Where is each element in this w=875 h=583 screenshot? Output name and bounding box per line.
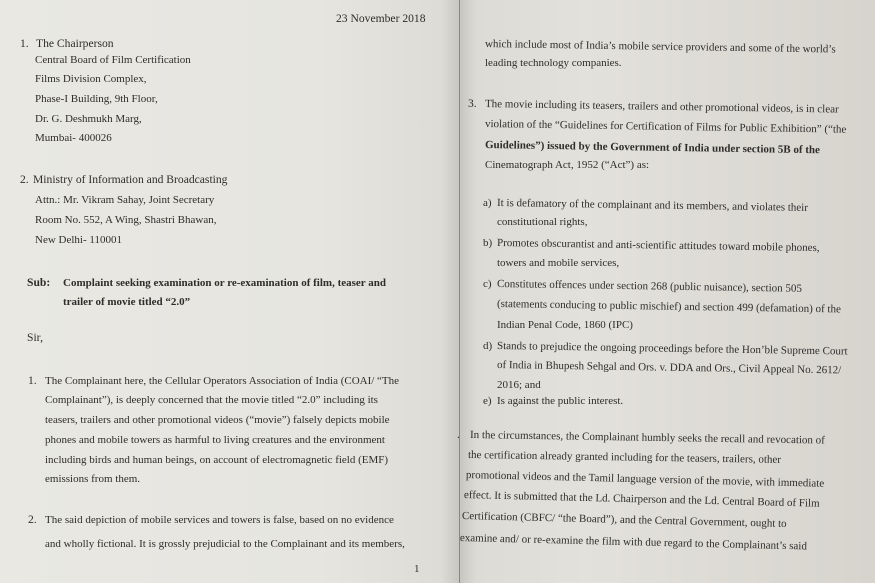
salutation: Sir, <box>27 331 43 344</box>
paragraph-3-line: violation of the “Guidelines for Certification of Films for Public Exhibition” (“the <box>484 118 847 136</box>
address-1-line: Mumbai- 400026 <box>35 132 112 144</box>
paragraph-4-line: the certification already granted including for the teasers, trailers, other <box>467 449 782 466</box>
subject-line: trailer of movie titled “2.0” <box>63 296 191 308</box>
paragraph-1-line: emissions from them. <box>45 473 141 485</box>
continuation-line: leading technology companies. <box>485 57 622 69</box>
list-item-line: Indian Penal Code, 1860 (IPC) <box>497 319 633 331</box>
address-2-line: Attn.: Mr. Vikram Sahay, Joint Secretary <box>35 194 215 206</box>
address-1-line: Films Division Complex, <box>35 73 147 85</box>
letter-date: 23 November 2018 <box>336 12 426 25</box>
list-item-line: constitutional rights, <box>497 216 588 228</box>
paragraph-1-line: teasers, trailers and other promotional videos (“movie”) falsely depicts mobile <box>45 414 390 426</box>
address-1-line: The Chairperson <box>36 37 114 50</box>
list-item-line: 2016; and <box>497 379 541 391</box>
paragraph-4-number: . <box>457 428 460 441</box>
paragraph-1-line: including birds and human beings, on account of electromagnetic field (EMF) <box>45 454 389 466</box>
address-2-number: 2. <box>20 173 29 186</box>
paragraph-1-line: Complainant”), is deeply concerned that the movie titled “2.0” including its <box>45 394 378 406</box>
address-1-line: Dr. G. Deshmukh Marg, <box>35 113 142 125</box>
list-item-line: Stands to prejudice the ongoing proceedings before the Hon’ble Supreme Court <box>496 340 848 358</box>
paragraph-4-line: examine and/ or re-examine the film with due regard to the Complainant’s said <box>459 532 808 553</box>
list-item-line: Is against the public interest. <box>497 395 624 407</box>
list-item-label: c) <box>483 278 492 290</box>
paragraph-1-line: The Complainant here, the Cellular Operators Association of India (COAI/ “The <box>45 375 400 387</box>
subject-label: Sub: <box>27 276 51 289</box>
paragraph-2-line: The said depiction of mobile services and towers is false, based on no evidence <box>45 514 394 526</box>
list-item-line: of India in Bhupesh Sehgal and Ors. v. DDA and Ors., Civil Appeal No. 2612/ <box>496 359 842 377</box>
paragraph-4-line: In the circumstances, the Complainant humbly seeks the recall and revocation of <box>469 429 826 447</box>
paragraph-3-number: 3. <box>468 97 477 110</box>
address-2-line: Ministry of Information and Broadcasting <box>33 173 228 186</box>
list-item-label: b) <box>483 237 493 249</box>
list-item-line: Promotes obscurantist and anti-scientific attitudes toward mobile phones, <box>496 237 820 255</box>
page-number: 1 <box>414 563 420 575</box>
list-item-label: a) <box>483 197 492 209</box>
letter-page-2 <box>457 0 875 583</box>
paragraph-3-line: Cinematograph Act, 1952 (“Act”) as: <box>485 159 650 171</box>
paragraph-2-number: 2. <box>28 513 37 526</box>
list-item-label: e) <box>483 395 492 407</box>
list-item-line: (statements conducing to public mischief) and section 499 (defamation) of the <box>496 298 842 316</box>
address-1-line: Central Board of Film Certification <box>35 54 191 66</box>
paragraph-1-line: phones and mobile towers as harmful to living creatures and the environment <box>45 434 385 446</box>
list-item-line: It is defamatory of the complainant and its members, and violates their <box>496 197 809 214</box>
paragraph-3-line: The movie including its teasers, trailers and other promotional videos, is in clear <box>484 98 839 116</box>
list-item-line: towers and mobile services, <box>497 257 620 269</box>
address-1-line: Phase-I Building, 9th Floor, <box>35 93 158 105</box>
paragraph-1-number: 1. <box>28 374 37 387</box>
paragraph-2-line: and wholly fictional. It is grossly prejudicial to the Complainant and its members, <box>45 538 405 550</box>
paragraph-3-line: Guidelines”) issued by the Government of India under section 5B of the <box>484 139 821 157</box>
paragraph-4-line: effect. It is submitted that the Ld. Chairperson and the Ld. Central Board of Film <box>463 489 820 510</box>
address-2-line: New Delhi- 110001 <box>35 234 122 246</box>
list-item-line: Constitutes offences under section 268 (public nuisance), section 505 <box>496 278 803 295</box>
address-1-number: 1. <box>20 37 29 50</box>
subject-line: Complaint seeking examination or re-examination of film, teaser and <box>63 277 386 289</box>
paragraph-4-line: Certification (CBFC/ “the Board”), and the Central Government, ought to <box>461 510 787 530</box>
address-2-line: Room No. 552, A Wing, Shastri Bhawan, <box>35 214 217 226</box>
continuation-line: which include most of India’s mobile service providers and some of the world’s <box>484 38 836 56</box>
list-item-label: d) <box>483 340 493 352</box>
paragraph-4-line: promotional videos and the Tamil language version of the movie, with immediate <box>465 469 825 490</box>
